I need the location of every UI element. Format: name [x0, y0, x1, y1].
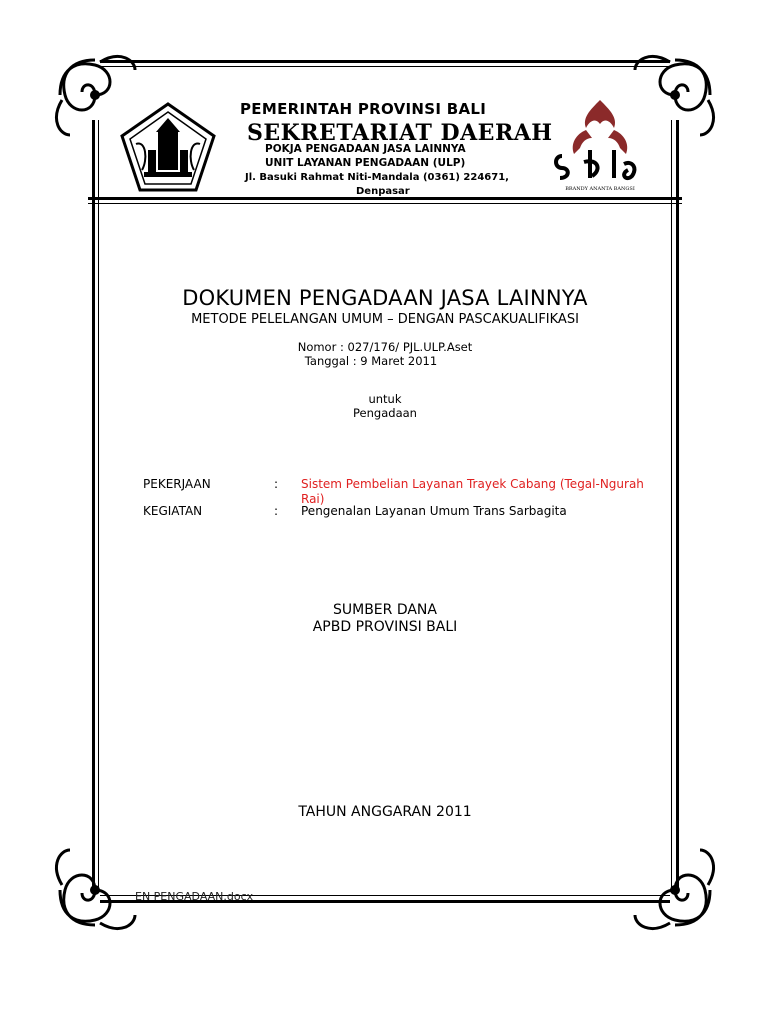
corner-ornament-bottom-right-icon	[620, 835, 730, 945]
bali-province-emblem-icon	[118, 100, 218, 195]
kegiatan-value: Pengenalan Layanan Umum Trans Sarbagita	[301, 504, 567, 518]
kegiatan-colon: :	[274, 504, 279, 518]
document-title: DOKUMEN PENGADAAN JASA LAINNYA	[182, 286, 588, 310]
frame-header-divider-thin	[88, 203, 682, 204]
frame-left-inner	[98, 120, 99, 890]
pekerjaan-label: PEKERJAAN	[143, 477, 211, 491]
kegiatan-label: KEGIATAN	[143, 504, 203, 518]
pekerjaan-value	[301, 477, 681, 507]
fiscal-year: TAHUN ANGGARAN 2011	[298, 804, 472, 820]
header-pokja: POKJA PENGADAAN JASA LAINNYA	[265, 143, 466, 155]
funding-source-label: SUMBER DANA	[332, 602, 437, 618]
tourism-logo-caption: BRANDY ANANTA BANGSI	[565, 186, 635, 192]
document-number: Nomor : 027/176/ PJL.ULP.Aset	[297, 340, 473, 354]
document-subtitle: METODE PELELANGAN UMUM – DENGAN PASCAKUALIFIKASI	[191, 312, 579, 327]
pekerjaan-colon: :	[274, 477, 279, 491]
frame-top-inner	[100, 66, 670, 67]
header-city: Denpasar	[356, 186, 410, 197]
funding-source-value: APBD PROVINSI BALI	[312, 619, 458, 635]
document-pengadaan: Pengadaan	[353, 406, 417, 420]
header-ulp: UNIT LAYANAN PENGADAAN (ULP)	[265, 157, 466, 169]
bali-tourism-logo-icon	[540, 98, 660, 193]
corner-ornament-bottom-left-icon	[40, 835, 150, 945]
header-province: PEMERINTAH PROVINSI BALI	[240, 100, 487, 118]
frame-header-divider	[88, 197, 682, 200]
header-secretariat: SEKRETARIAT DAERAH	[247, 120, 553, 146]
pekerjaan-value-line2: Rai)	[301, 492, 325, 506]
frame-left	[92, 120, 95, 890]
footer-filename: EN PENGADAAN.docx	[135, 890, 254, 903]
frame-top	[100, 60, 670, 63]
document-date: Tanggal : 9 Maret 2011	[304, 354, 438, 368]
pekerjaan-value-line1: Sistem Pembelian Layanan Trayek Cabang (Tegal-Ngurah	[301, 477, 644, 491]
document-untuk: untuk	[368, 392, 402, 406]
header-address: Jl. Basuki Rahmat Niti-Mandala (0361) 224671,	[245, 172, 509, 183]
